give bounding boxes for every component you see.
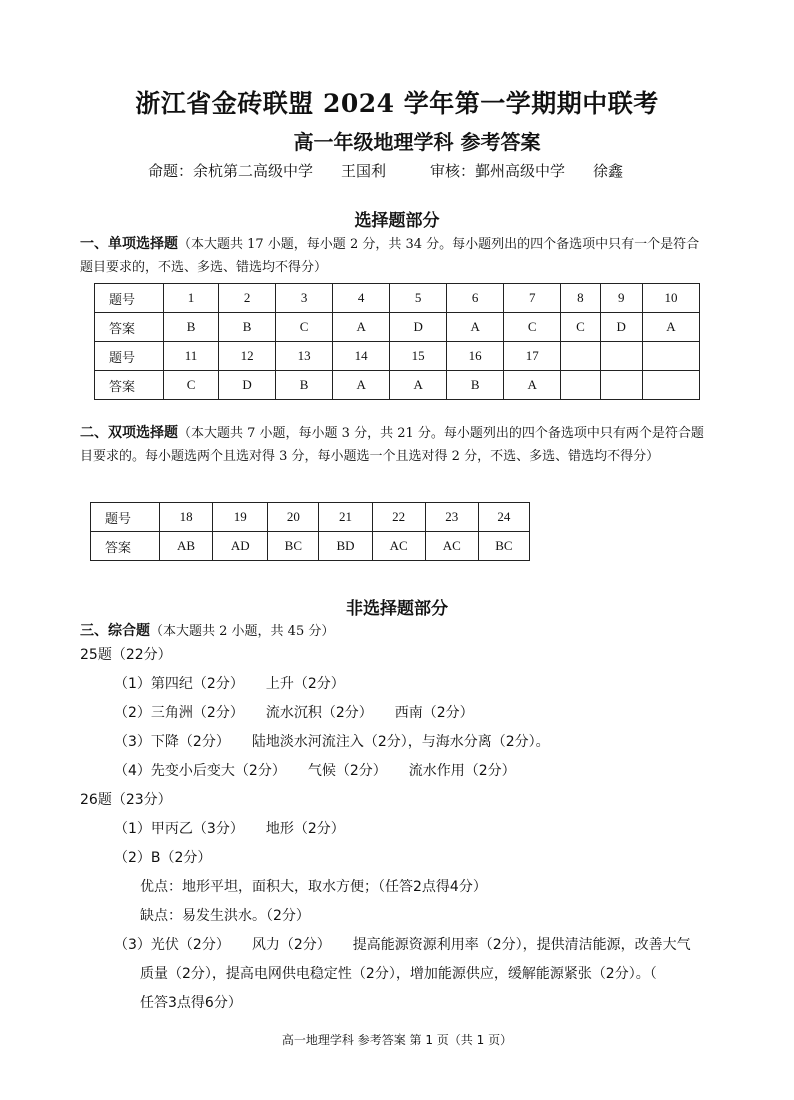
cell: B (164, 313, 219, 342)
cell: B (447, 371, 504, 400)
cell: D (219, 371, 276, 400)
row-label-question: 题号 (95, 342, 164, 371)
cell: 6 (447, 284, 504, 313)
cell: 23 (425, 503, 478, 532)
cell: AC (372, 532, 425, 561)
cell (561, 371, 600, 400)
cell: 16 (447, 342, 504, 371)
cell: C (561, 313, 600, 342)
q26-title: 26题（23分） (80, 792, 172, 808)
row-label-question: 题号 (95, 284, 164, 313)
section1-label: 一、单项选择题 (80, 236, 178, 252)
cell: A (390, 371, 447, 400)
page-footer: 高一地理学科 参考答案 第 1 页（共 1 页） (281, 1033, 513, 1047)
row-label-answer: 答案 (91, 532, 160, 561)
cell: 10 (642, 284, 699, 313)
section2-intro (80, 422, 712, 468)
cell (561, 342, 600, 371)
q26-answer-3: （3）光伏（2分） 风力（2分） 提高能源资源利用率（2分），提供清洁能源，改善大气 (114, 937, 691, 953)
cell (600, 342, 642, 371)
cell: 7 (504, 284, 561, 313)
document-title: 浙江省金砖联盟 2024 学年第一学期期中联考 (135, 89, 659, 118)
section2-desc: （本大题共 7 小题，每小题 3 分，共 21 分。每小题列出的四个备选项中只有两个是符合题目要求的。每小题选两个且选对得 3 分，每小题选一个且选对得 2 分，不选、多选、错选均不得分） (80, 426, 704, 464)
cell: D (390, 313, 447, 342)
cell: B (276, 371, 333, 400)
table-row (91, 532, 530, 561)
table-row (95, 284, 700, 313)
row-label-answer: 答案 (95, 371, 164, 400)
cell: 3 (276, 284, 333, 313)
cell (642, 342, 699, 371)
q26-answer-2: （2）B（2分） (114, 850, 212, 866)
cell: 15 (390, 342, 447, 371)
single-choice-answer-table (94, 283, 700, 400)
cell: A (333, 371, 390, 400)
section3-label: 三、综合题 (80, 623, 150, 639)
cell: A (333, 313, 390, 342)
reviewer-label: 审核：鄞州高级中学 (430, 162, 566, 180)
q26-answer-2-advantages: 优点：地形平坦，面积大，取水方便；（任答2点得4分） (140, 879, 487, 895)
table-row (95, 371, 700, 400)
row-label-answer: 答案 (95, 313, 164, 342)
section3-desc: （本大题共 2 小题，共 45 分） (150, 624, 335, 639)
cell: BC (478, 532, 529, 561)
cell: 14 (333, 342, 390, 371)
q26-answer-2-disadvantages: 缺点：易发生洪水。（2分） (140, 908, 310, 924)
cell: 11 (164, 342, 219, 371)
cell: 20 (268, 503, 319, 532)
reviewer-name: 徐鑫 (593, 162, 624, 180)
author-line (148, 160, 651, 181)
cell: A (504, 371, 561, 400)
document-subtitle: 高一年级地理学科 参考答案 (293, 130, 541, 154)
cell: 12 (219, 342, 276, 371)
row-label-question: 题号 (91, 503, 160, 532)
setter-label: 命题：余杭第二高级中学 (148, 162, 314, 180)
cell: 5 (390, 284, 447, 313)
cell: 18 (160, 503, 213, 532)
cell: C (164, 371, 219, 400)
table-row (95, 342, 700, 371)
table-row (95, 313, 700, 342)
q26-answer-1: （1）甲丙乙（3分） 地形（2分） (114, 821, 345, 837)
q25-answer-4: （4）先变小后变大（2分） 气候（2分） 流水作用（2分） (114, 763, 516, 779)
double-choice-answer-table (90, 502, 530, 561)
cell: 8 (561, 284, 600, 313)
cell: D (600, 313, 642, 342)
q25-answer-3: （3）下降（2分） 陆地淡水河流注入（2分），与海水分离（2分）。 (114, 734, 550, 750)
section1-intro (80, 233, 712, 279)
cell: A (447, 313, 504, 342)
cell: A (642, 313, 699, 342)
q25-answer-2: （2）三角洲（2分） 流水沉积（2分） 西南（2分） (114, 705, 474, 721)
section3-intro (80, 620, 712, 643)
cell: 19 (213, 503, 268, 532)
cell: BD (319, 532, 372, 561)
cell: 22 (372, 503, 425, 532)
q25-answer-1: （1）第四纪（2分） 上升（2分） (114, 676, 345, 692)
cell: 2 (219, 284, 276, 313)
cell: 4 (333, 284, 390, 313)
setter-name: 王国利 (341, 162, 387, 180)
section2-label: 二、双项选择题 (80, 425, 178, 441)
table-row (91, 503, 530, 532)
q25-title: 25题（22分） (80, 647, 172, 663)
cell: 1 (164, 284, 219, 313)
q26-answer-3-note: 任答3点得6分） (140, 995, 242, 1011)
cell: 17 (504, 342, 561, 371)
cell: AB (160, 532, 213, 561)
cell: B (219, 313, 276, 342)
q26-answer-3-cont: 质量（2分），提高电网供电稳定性（2分），增加能源供应，缓解能源紧张（2分）。（ (140, 966, 657, 982)
cell (642, 371, 699, 400)
cell: AC (425, 532, 478, 561)
cell: 13 (276, 342, 333, 371)
cell: BC (268, 532, 319, 561)
cell: C (276, 313, 333, 342)
part2-heading: 非选择题部分 (346, 599, 448, 619)
part1-heading: 选择题部分 (354, 211, 440, 231)
cell: 21 (319, 503, 372, 532)
section1-desc: （本大题共 17 小题，每小题 2 分，共 34 分。每小题列出的四个备选项中只有一个是符合题目要求的，不选、多选、错选均不得分） (80, 237, 700, 275)
cell: 24 (478, 503, 529, 532)
cell: 9 (600, 284, 642, 313)
cell (600, 371, 642, 400)
cell: AD (213, 532, 268, 561)
cell: C (504, 313, 561, 342)
